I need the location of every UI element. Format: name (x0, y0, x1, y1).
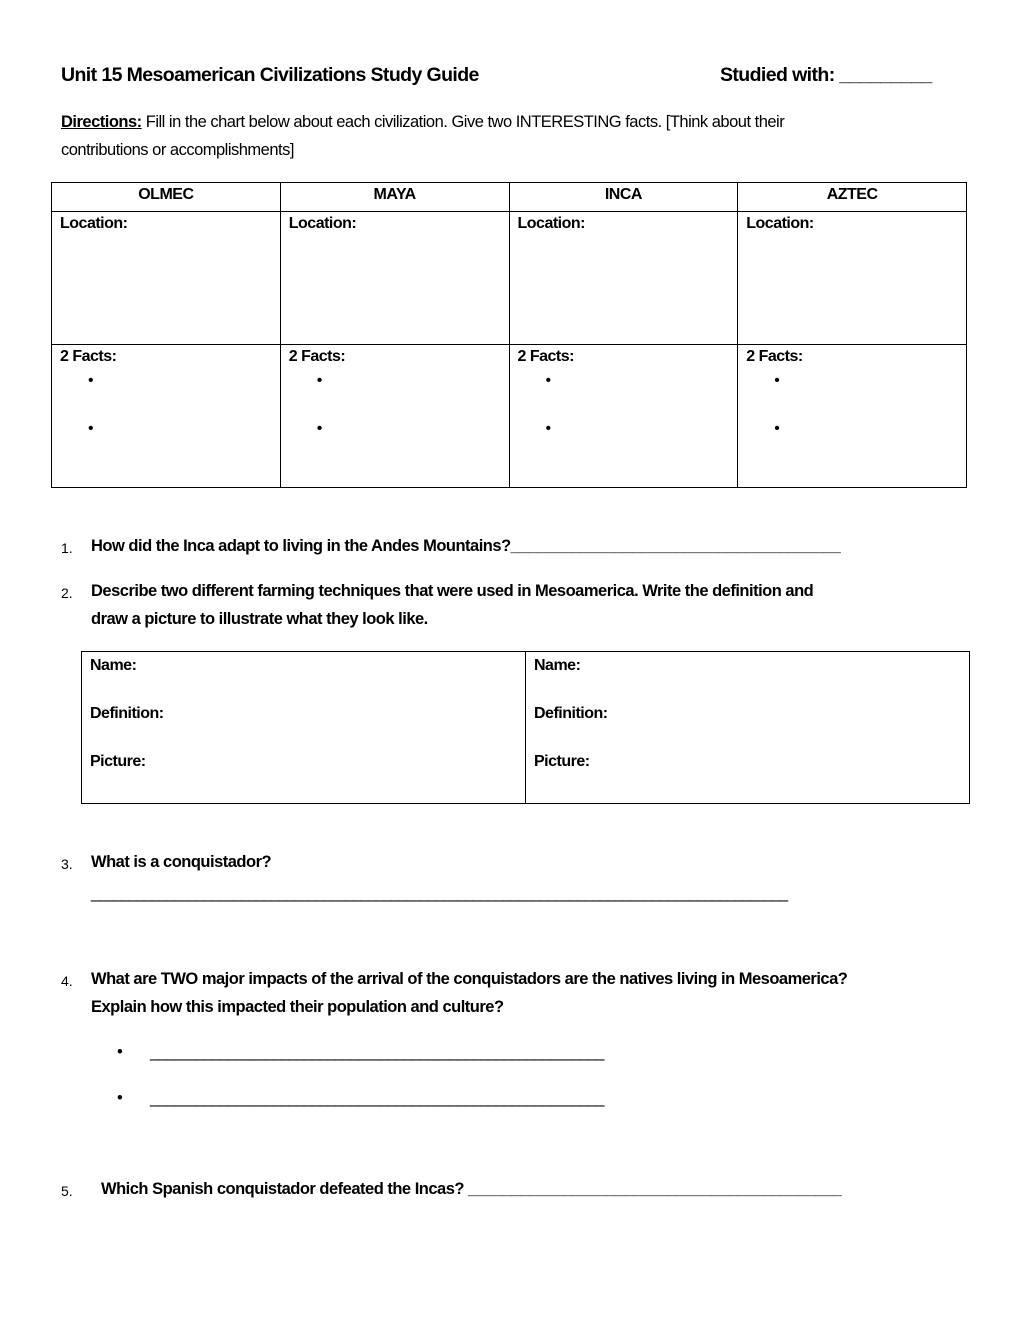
question-2: Describe two different farming techniques that were used in Mesoamerica. Write the definition and (91, 582, 814, 600)
directions-text-2: contributions or accomplishments] (61, 141, 294, 159)
question-4: What are TWO major impacts of the arrival of the conquistadors are the natives living in Mesoamerica? (91, 970, 848, 988)
question-1: How did the Inca adapt to living in the Andes Mountains?______________________________________ (91, 537, 841, 555)
column-header-olmec: OLMEC (52, 183, 281, 212)
facts-label: 2 Facts: (746, 348, 803, 365)
question-number: 3. (61, 856, 73, 872)
location-cell[interactable]: Location: (738, 212, 967, 345)
studied-with-field: Studied with: _________ (720, 64, 932, 86)
facts-cell[interactable] (280, 345, 509, 488)
question-2-line-2: draw a picture to illustrate what they look like. (91, 610, 428, 628)
civilizations-chart (51, 182, 967, 488)
farming-cell[interactable] (82, 652, 526, 804)
name-label: Name: (90, 657, 137, 674)
question-number: 1. (61, 540, 73, 556)
picture-label: Picture: (534, 753, 590, 770)
facts-cell[interactable] (509, 345, 738, 488)
location-cell[interactable]: Location: (280, 212, 509, 345)
facts-label: 2 Facts: (517, 348, 574, 365)
facts-label: 2 Facts: (60, 348, 117, 365)
definition-label: Definition: (534, 705, 608, 722)
bullet: • (117, 1089, 123, 1107)
farming-cell[interactable] (526, 652, 970, 804)
definition-label: Definition: (90, 705, 164, 722)
facts-cell[interactable] (738, 345, 967, 488)
column-header-inca: INCA (509, 183, 738, 212)
bullet: • (88, 420, 94, 437)
directions-text: Fill in the chart below about each civilization. Give two INTERESTING facts. [Think about their (141, 113, 785, 131)
location-cell[interactable]: Location: (509, 212, 738, 345)
facts-cell[interactable] (52, 345, 281, 488)
question-number: 5. (61, 1183, 73, 1199)
bullet: • (545, 372, 551, 389)
question-3: What is a conquistador? (91, 853, 272, 871)
column-header-aztec: AZTEC (738, 183, 967, 212)
picture-label: Picture: (90, 753, 146, 770)
bullet: • (316, 372, 322, 389)
bullet: • (774, 420, 780, 437)
directions (61, 113, 784, 132)
page-title: Unit 15 Mesoamerican Civilizations Study Guide (61, 64, 479, 86)
name-label: Name: (534, 657, 581, 674)
directions-label: Directions: (61, 113, 142, 131)
bullet: • (774, 372, 780, 389)
bullet: • (117, 1043, 123, 1061)
farming-table (81, 651, 970, 804)
location-cell[interactable]: Location: (52, 212, 281, 345)
question-number: 4. (61, 973, 73, 989)
facts-label: 2 Facts: (288, 348, 346, 365)
bullet: • (88, 372, 94, 389)
column-header-maya: MAYA (280, 183, 509, 212)
question-4-line-2: Explain how this impacted their population and culture? (91, 998, 504, 1016)
question-5: Which Spanish conquistador defeated the Incas? ___________________________________________ (101, 1180, 842, 1198)
bullet: • (545, 420, 551, 437)
question-number: 2. (61, 585, 73, 601)
bullet: • (316, 420, 322, 437)
answer-line[interactable]: ___________________________________________________________ (150, 1089, 603, 1107)
answer-line[interactable]: ___________________________________________________________ (150, 1043, 603, 1061)
answer-line[interactable]: _____________________________________________________________________________________________ (91, 884, 787, 902)
